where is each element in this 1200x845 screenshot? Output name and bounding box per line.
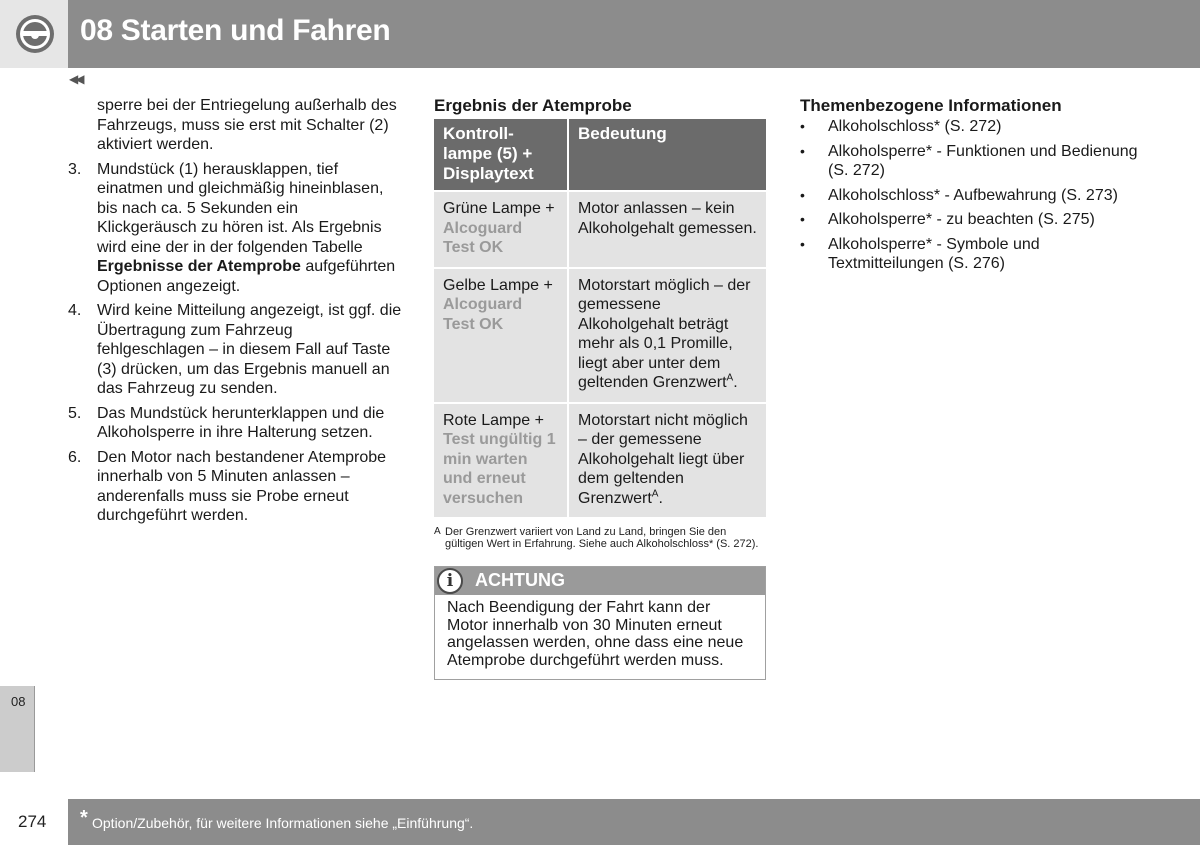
footnote: [434, 526, 766, 550]
list-item: [800, 186, 1140, 206]
bold-reference: Ergebnisse der Atemprobe: [97, 258, 301, 275]
step-text: [97, 301, 402, 399]
lamp-cell: [434, 268, 568, 403]
display-text: Test ungültig 1 min warten und erneut versuchen: [443, 431, 556, 507]
continued-arrow-icon: ◀◀: [69, 72, 82, 86]
step-text-part: Wird keine Mitteilung angezeigt, ist ggf. die Übertragung zum Fahrzeug fehlgeschlagen – in diesem Fall auf Taste (3) drücken, um das Ergebnis manuell an das Fahrzeug zu senden.: [97, 302, 402, 397]
step-text-part: aufgeführten Optionen angezeigt.: [97, 258, 396, 295]
lamp-color: Grüne Lampe +: [443, 200, 555, 217]
step-number: 5.: [68, 404, 82, 422]
meaning-text: Motor anlassen – kein Alkoholgehalt gemessen.: [578, 200, 757, 237]
column-header-meaning: Bedeutung: [568, 119, 766, 191]
result-table: [434, 119, 766, 517]
chapter-icon-box: [0, 0, 68, 68]
step-number: 4.: [68, 302, 82, 319]
steering-wheel-icon: [14, 13, 56, 55]
step-text: [97, 448, 402, 526]
related-info-list: [800, 117, 1140, 274]
related-link[interactable]: Alkoholsperre* - Funktionen und Bedienung (S. 272): [828, 142, 1138, 179]
list-item: [68, 160, 402, 297]
footnote-text: Der Grenzwert variiert von Land zu Land, bringen Sie den gültigen Wert in Erfahrung. Siehe auch Alkoholschloss* (S. 272).: [445, 526, 759, 550]
footnote-ref: A: [651, 488, 659, 500]
step-number: 6.: [68, 448, 82, 466]
table-row: [434, 191, 766, 268]
continuation-text: sperre bei der Entriegelung außerhalb des Fahrzeugs, muss sie erst mit Schalter (2) aktiviert werden.: [97, 97, 397, 153]
list-item: [800, 210, 1140, 230]
lamp-color: Rote Lampe +: [443, 411, 544, 429]
table-row: [434, 403, 766, 518]
related-link[interactable]: Alkoholschloss* - Aufbewahrung (S. 273): [828, 186, 1118, 204]
footnote-ref: A: [726, 372, 734, 384]
warning-header: [435, 567, 765, 595]
related-link[interactable]: Alkoholsperre* - Symbole und Textmitteilungen (S. 276): [828, 235, 1040, 272]
lamp-color: Gelbe Lampe +: [443, 276, 553, 294]
chapter-side-tab: [0, 686, 35, 772]
meaning-text: Motorstart möglich – der gemessene Alkoholgehalt beträgt mehr als 0,1 Promille, liegt aber unter dem geltenden Grenzwert: [578, 276, 751, 391]
display-text: Alcoguard Test OK: [443, 219, 523, 256]
side-tab-label: 08: [11, 694, 26, 709]
meaning-cell: Motorstart möglich – der gemessene Alkoholgehalt beträgt mehr als 0,1 Promille, liegt aber unter dem geltenden Grenzwert$^A$.: [568, 268, 766, 403]
table-header-row: [434, 119, 766, 191]
bullet-icon: •: [800, 186, 805, 203]
list-item: [800, 142, 1140, 181]
meaning-cell: Motorstart nicht möglich – der gemessene Alkoholgehalt liegt über dem geltenden Grenzwert$^A$.: [568, 403, 766, 518]
bullet-icon: •: [800, 235, 805, 252]
step-list: [68, 160, 402, 526]
step-text: [97, 160, 402, 297]
page-number: 274: [18, 812, 47, 831]
list-item: [68, 448, 402, 526]
bullet-icon: •: [800, 142, 805, 159]
list-item: [68, 301, 402, 399]
warning-box: [434, 566, 766, 680]
step-text: [97, 404, 402, 443]
bullet-icon: •: [800, 211, 805, 227]
left-column: [68, 96, 402, 531]
bullet-icon: •: [800, 118, 805, 134]
list-item: [800, 235, 1140, 274]
warning-title: ACHTUNG: [475, 570, 565, 590]
result-table-title: Ergebnis der Atemprobe: [434, 96, 632, 115]
warning-text: Nach Beendigung der Fahrt kann der Motor innerhalb von 30 Minuten erneut angelassen werden, ohne dass eine neue Atemprobe durchgeführt werden muss.: [447, 599, 744, 669]
step-text-part: Mundstück (1) herausklappen, tief einatmen und gleichmäßig hineinblasen, bis nach ca. 5 Sekunden ein Klickgeräusch zu hören ist. Als Ergebnis wird eine der in der folgenden Tabelle: [97, 160, 384, 256]
table-row: [434, 268, 766, 403]
footnote-mark: A: [434, 526, 441, 537]
list-item: [800, 117, 1140, 137]
right-column: [800, 96, 1140, 279]
meaning-cell: [568, 191, 766, 268]
step-text-part: Den Motor nach bestandener Atemprobe innerhalb von 5 Minuten anlassen – anderenfalls muss sie Probe erneut durchgeführt werden.: [97, 448, 387, 524]
asterisk-mark: *: [80, 807, 88, 829]
related-info-title: Themenbezogene Informationen: [800, 96, 1062, 115]
info-icon: i: [437, 568, 463, 594]
lamp-cell: [434, 403, 568, 518]
list-item: [68, 404, 402, 443]
display-text: Alcoguard Test OK: [443, 296, 523, 333]
chapter-title: 08 Starten und Fahren: [80, 14, 391, 47]
step-number: 3.: [68, 160, 82, 178]
related-link[interactable]: Alkoholschloss* (S. 272): [828, 118, 1002, 135]
related-link[interactable]: Alkoholsperre* - zu beachten (S. 275): [828, 211, 1095, 228]
lamp-cell: [434, 191, 568, 268]
footer-note: Option/Zubehör, für weitere Informationen siehe „Einführung“.: [92, 815, 474, 831]
column-header-lamp: Kontroll-lampe (5) + Displaytext: [434, 119, 568, 191]
meaning-text: Motorstart nicht möglich – der gemessene Alkoholgehalt liegt über dem geltenden Grenzwert: [578, 411, 748, 507]
step-text-part: Das Mundstück herunterklappen und die Alkoholsperre in ihre Halterung setzen.: [97, 404, 385, 441]
middle-column: [434, 96, 766, 680]
